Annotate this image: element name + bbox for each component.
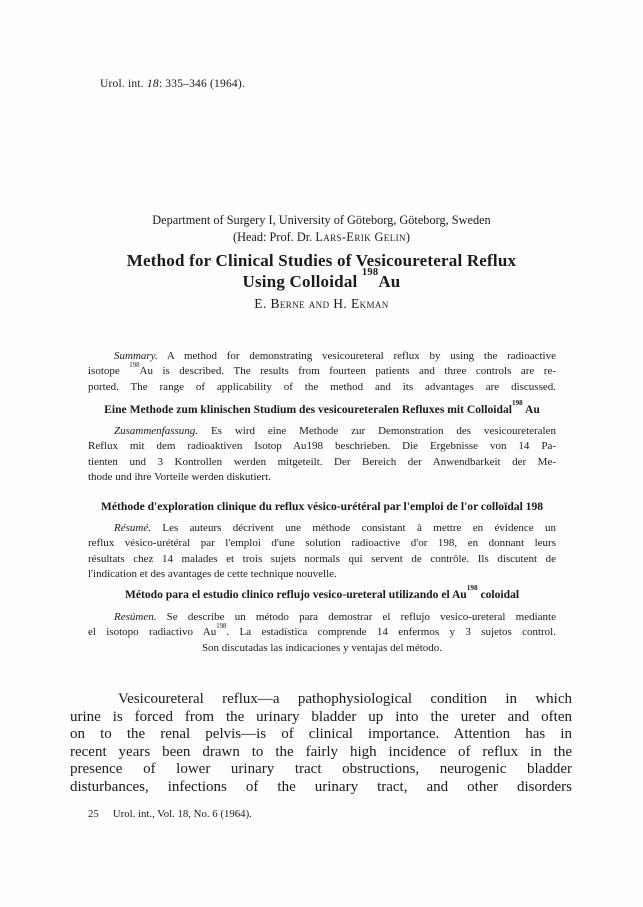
affiliation-block bbox=[0, 212, 643, 245]
summary-line-1-text: A method for demonstrating vesicoureteral reflux by using the radioactive bbox=[157, 350, 556, 362]
body-line-5: presence of lower urinary tract obstructions, neurogenic bladder bbox=[70, 761, 572, 778]
summary-line-2-rest: Au is described. The results from fourteen patients and three controls are re- bbox=[139, 365, 556, 378]
journal-citation bbox=[100, 78, 245, 90]
spanish-line-2-rest: . La estadística comprende 14 enfermos y 3 sujetos control. bbox=[226, 626, 556, 639]
body-line-1: Vesicoureteral reflux—a pathophysiological condition in which bbox=[118, 691, 572, 707]
summary-line-2-pre: isotope bbox=[88, 365, 130, 378]
german-line-1 bbox=[88, 424, 556, 439]
german-heading-pre: Eine Methode zum klinischen Studium des vesicoureteralen Refluxes mit Colloidal bbox=[104, 403, 512, 416]
german-label: Zusammenfassung. bbox=[114, 425, 199, 437]
title-line-2-suffix: Au bbox=[378, 271, 401, 291]
isotope-superscript: 198 bbox=[466, 583, 478, 592]
page-number: 25 bbox=[88, 808, 99, 820]
body-line-4: recent years been drawn to the fairly high incidence of reflux in the bbox=[70, 743, 572, 760]
german-line-3: tienten und 3 Kontrollen werden mitgeteilt. Der Bereich der Anwendbarkeit der Me- bbox=[88, 455, 556, 468]
abstract-english bbox=[88, 349, 556, 395]
authors: E. Berne and H. Ekman bbox=[254, 296, 389, 311]
isotope-superscript: 198 bbox=[361, 267, 379, 279]
spanish-line-1-text: Se describe un método para demostrar el reflujo vesico-ureteral mediante bbox=[156, 611, 556, 623]
spanish-label: Resúmen. bbox=[114, 611, 157, 623]
article-title bbox=[0, 251, 643, 292]
isotope-superscript: 198 bbox=[216, 622, 227, 630]
german-line-4: thode und ihre Vorteile werden diskutiert. bbox=[88, 471, 271, 484]
abstract-heading-german bbox=[88, 398, 556, 417]
body-line-6: disturbances, infections of the urinary tract, and other disorders bbox=[70, 778, 572, 795]
citation-volume: 18 bbox=[146, 78, 159, 90]
german-line-2: Reflux mit dem radioaktiven Isotop Au198 beschrieben. Die Ergebnisse von 14 Pa- bbox=[88, 440, 556, 453]
german-heading-post: Au bbox=[522, 403, 540, 416]
head-suffix: ) bbox=[405, 229, 410, 244]
abstract-french bbox=[88, 521, 556, 583]
abstract-german bbox=[88, 424, 556, 486]
citation-pages: : 335–346 (1964). bbox=[158, 78, 245, 90]
affiliation-department: Department of Surgery I, University of Göteborg, Göteborg, Sweden bbox=[152, 213, 491, 227]
page-footer bbox=[88, 808, 252, 820]
spanish-heading-pre: Método para el estudio clinico reflujo vesico-ureteral utilizando el Au bbox=[124, 588, 467, 601]
title-line-2 bbox=[0, 267, 643, 293]
abstract-heading-spanish bbox=[88, 583, 556, 602]
summary-line-2 bbox=[88, 361, 556, 379]
french-label: Résumé. bbox=[114, 522, 151, 534]
journal-reference: Urol. int., Vol. 18, No. 6 (1964). bbox=[112, 808, 252, 820]
abstract-heading-french: Méthode d'exploration clinique du reflux vésico-urétéral par l'emploi de l'or colloïdal 198 bbox=[100, 500, 544, 513]
head-prefix: (Head: Prof. Dr. bbox=[233, 229, 316, 244]
french-line-2: reflux vésico-urétéral par l'emploi d'une solution radioactive d'or 198, en donnant leurs bbox=[88, 537, 556, 550]
french-line-4: l'indication et des avantages de cette technique nouvelle. bbox=[88, 568, 337, 581]
abstract-spanish bbox=[88, 610, 556, 656]
french-line-1-text: Les auteurs décrivent une méthode consistant à mettre en évidence un bbox=[150, 522, 556, 534]
citation-journal: Urol. int. bbox=[100, 78, 147, 90]
summary-line-3: ported. The range of applicability of the method and its advantages are discussed. bbox=[88, 380, 556, 393]
affiliation-head-line bbox=[0, 229, 643, 246]
body-line-2: urine is forced from the urinary bladder up into the ureter and often bbox=[70, 708, 572, 725]
summary-label: Summary. bbox=[114, 350, 158, 362]
spanish-line-2-pre: el isotopo radiactivo Au bbox=[88, 626, 217, 639]
title-line-2-prefix: Using Colloidal bbox=[242, 271, 362, 291]
summary-line-1 bbox=[88, 349, 556, 364]
spanish-heading-post: coloidal bbox=[477, 588, 520, 601]
body-line-3: on to the renal pelvis—is of clinical importance. Attention has in bbox=[70, 726, 572, 743]
spanish-line-1 bbox=[88, 610, 556, 625]
body-paragraph bbox=[70, 691, 572, 797]
isotope-superscript: 198 bbox=[511, 398, 523, 407]
head-name: Lars-Erik Gelin bbox=[315, 229, 406, 244]
spanish-line-2 bbox=[88, 622, 556, 640]
french-line-1 bbox=[88, 521, 556, 536]
title-line-1: Method for Clinical Studies of Vesicoureteral Reflux bbox=[126, 251, 517, 270]
german-line-1-text: Es wird eine Methode zur Demonstration des vesicoureteralen bbox=[198, 425, 556, 437]
isotope-superscript: 198 bbox=[129, 361, 140, 369]
spanish-line-3: Son discutadas las indicaciones y ventajas del método. bbox=[201, 641, 443, 654]
french-line-3: résultats chez 14 malades et trois sujets normals qui servent de contrôle. Ils discutent de bbox=[88, 552, 556, 565]
